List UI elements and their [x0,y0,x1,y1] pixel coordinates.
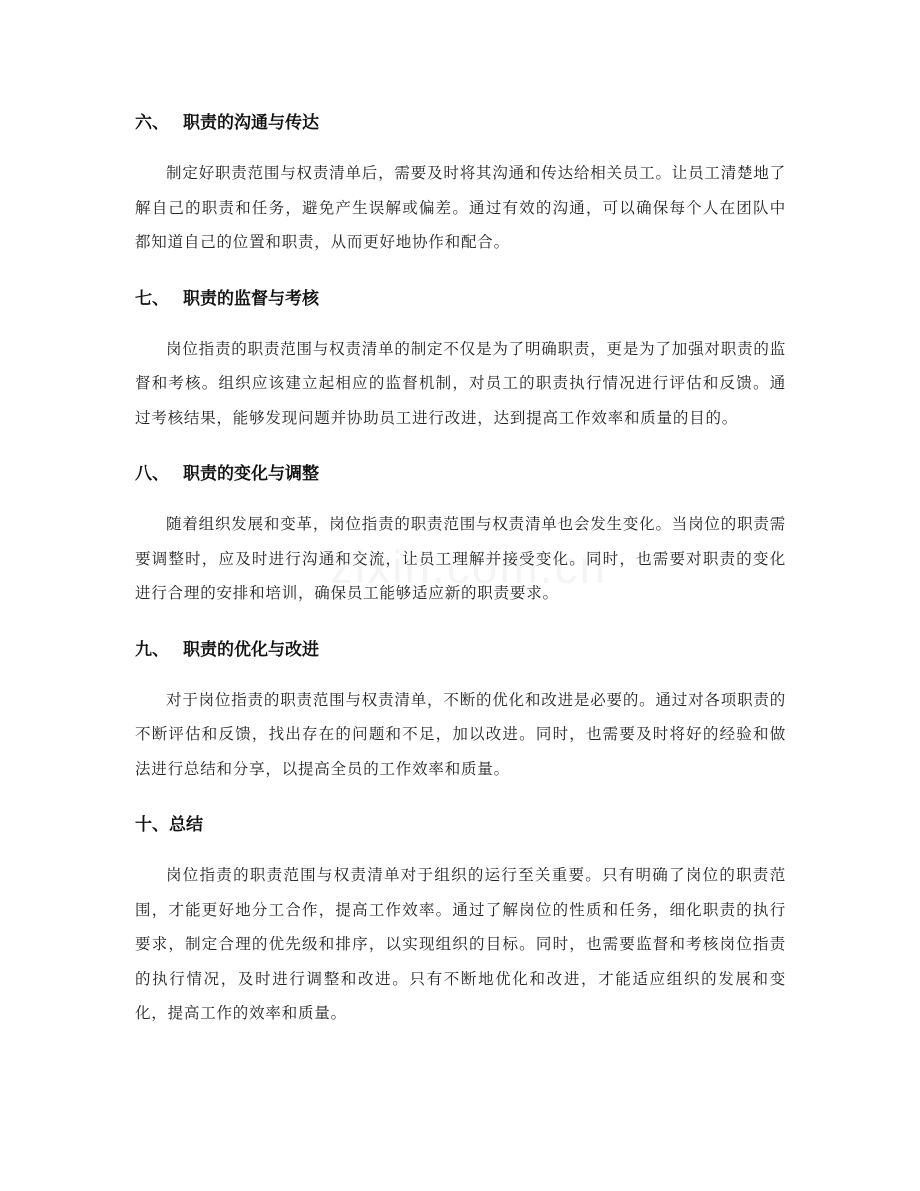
section-heading [135,284,786,314]
section-heading [135,810,786,840]
section-paragraph: 随着组织发展和变革，岗位指责的职责范围与权责清单也会发生变化。当岗位的职责需要调整时，应及时进行沟通和交流，让员工理解并接受变化。同时，也需要对职责的变化进行合理的安排和培训，确保员工能够适应新的职责要求。 [135,515,786,602]
section-8 [135,459,786,611]
section-title: 职责的优化与改进 [183,639,319,660]
section-paragraph: 对于岗位指责的职责范围与权责清单，不断的优化和改进是必要的。通过对各项职责的不断评估和反馈，找出存在的问题和不足，加以改进。同时，也需要及时将好的经验和做法进行总结和分享，以提高全员的工作效率和质量。 [135,690,786,778]
section-heading [135,459,786,489]
section-number: 八、 [135,464,169,484]
section-heading [135,635,786,665]
section-6 [135,108,786,260]
section-number: 六、 [135,113,169,133]
section-paragraph: 岗位指责的职责范围与权责清单对于组织的运行至关重要。只有明确了岗位的职责范围，才能更好地分工合作，提高工作效率。通过了解岗位的性质和任务，细化职责的执行要求，制定合理的优先级和排序，以实现组织的目标。同时，也需要监督和考核岗位指责的执行情况，及时进行调整和改进。只有不断地优化和改进，才能适应组织的发展和变化，提高工作的效率和质量。 [135,866,786,1022]
section-title: 职责的沟通与传达 [183,113,319,133]
section-7 [135,284,786,436]
section-9 [135,635,786,787]
document-body [135,108,786,1055]
section-heading [135,108,786,138]
section-title: 职责的变化与调整 [183,464,319,484]
section-number: 十、 [135,815,169,835]
section-paragraph: 制定好职责范围与权责清单后，需要及时将其沟通和传达给相关员工。让员工清楚地了解自己的职责和任务，避免产生误解或偏差。通过有效的沟通，可以确保每个人在团队中都知道自己的位置和职责，从而更好地协作和配合。 [135,164,786,251]
section-number: 七、 [135,288,169,309]
section-10 [135,810,786,1031]
section-title: 总结 [169,815,203,835]
section-paragraph: 岗位指责的职责范围与权责清单的制定不仅是为了明确职责，更是为了加强对职责的监督和考核。组织应该建立起相应的监督机制，对员工的职责执行情况进行评估和反馈。通过考核结果，能够发现问题并协助员工进行改进，达到提高工作效率和质量的目的。 [135,339,786,427]
section-title: 职责的监督与考核 [183,288,319,309]
section-number: 九、 [135,639,169,660]
